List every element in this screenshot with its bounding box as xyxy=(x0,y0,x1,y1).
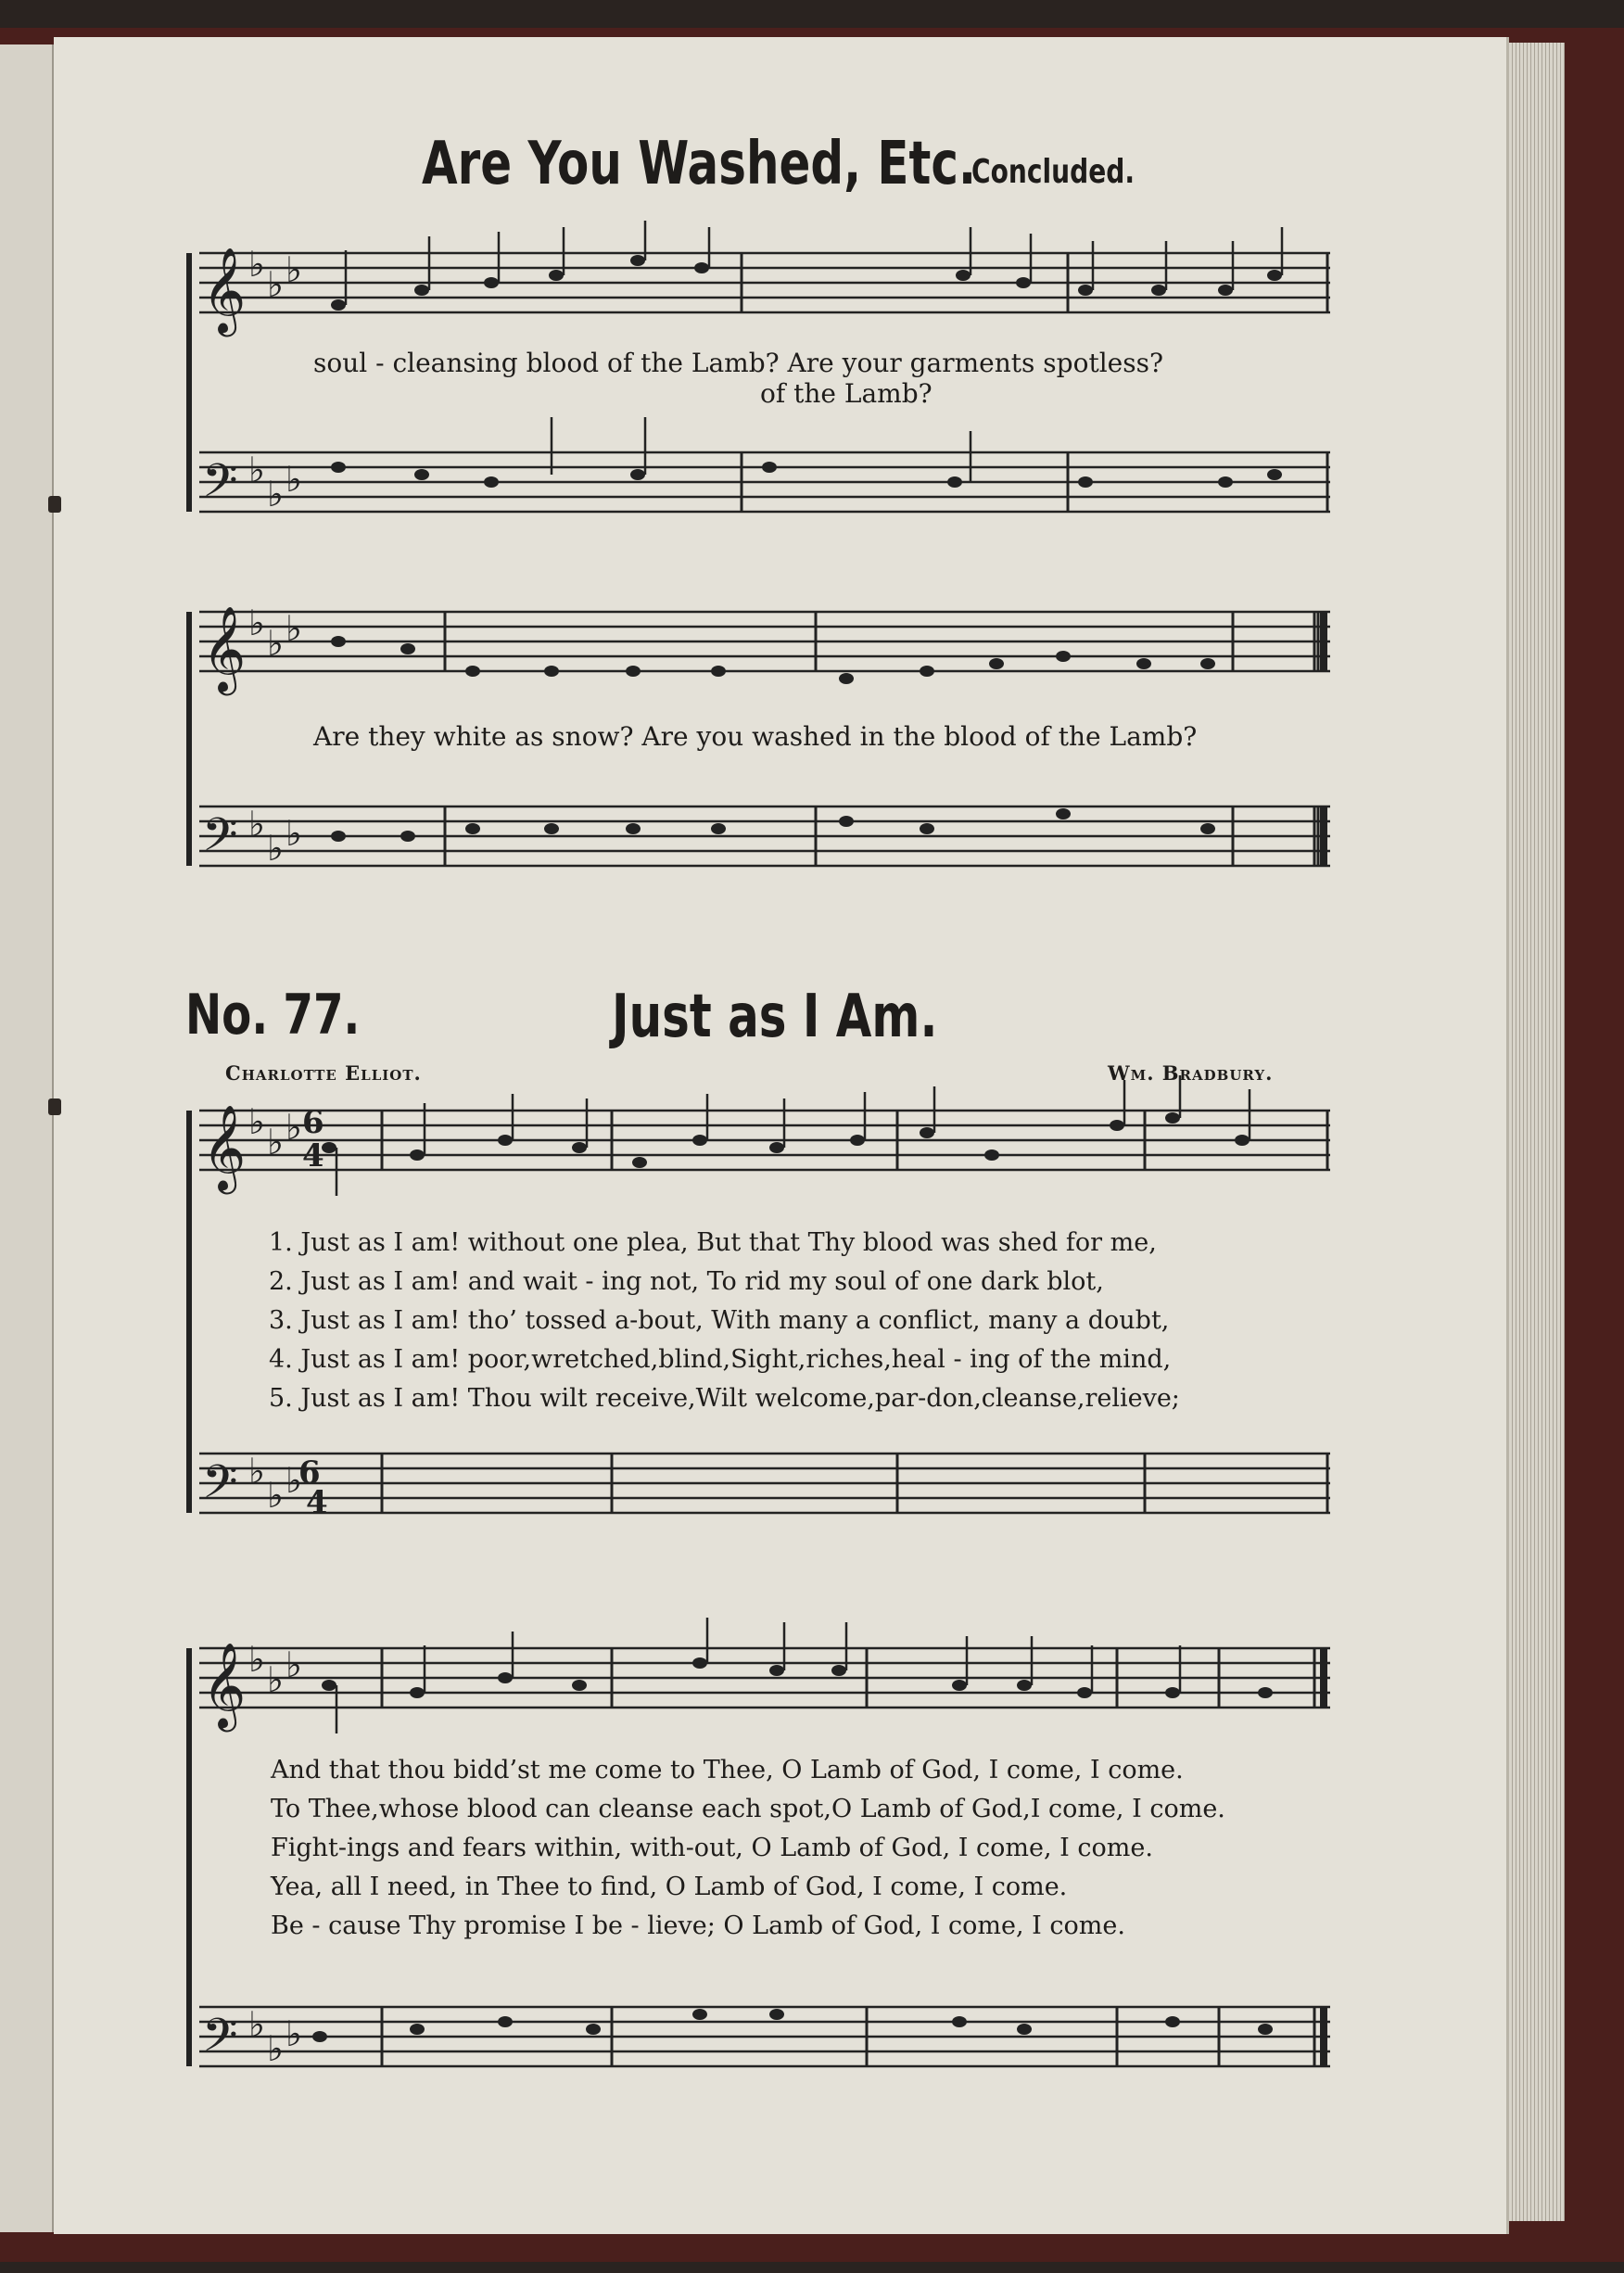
svg-text:𝄢: 𝄢 xyxy=(202,808,238,873)
song-title: Are You Washed, Etc. xyxy=(422,130,976,198)
svg-text:♭: ♭ xyxy=(285,2013,302,2054)
svg-text:♭: ♭ xyxy=(267,623,284,664)
svg-text:♭: ♭ xyxy=(248,2004,265,2045)
svg-text:𝄢: 𝄢 xyxy=(202,2009,238,2074)
svg-text:♭: ♭ xyxy=(285,249,302,290)
svg-text:♭: ♭ xyxy=(285,459,302,500)
hymn-title: Just as I Am. xyxy=(612,983,938,1051)
svg-text:♭: ♭ xyxy=(248,1101,265,1142)
svg-text:4: 4 xyxy=(306,1484,328,1521)
lyric-line-sub: of the Lamb? xyxy=(760,378,933,409)
svg-text:𝄢: 𝄢 xyxy=(202,1455,238,1520)
svg-text:♭: ♭ xyxy=(248,244,265,285)
verse-line-5: 5. Just as I am! Thou wilt receive,Wilt welcome,par-don,cleanse,relieve; xyxy=(269,1384,1180,1413)
concluded-label: Concluded. xyxy=(971,153,1136,191)
svg-text:♭: ♭ xyxy=(248,804,265,844)
lyric-line-9: Yea, all I need, in Thee to find, O Lamb of God, I come, I come. xyxy=(271,1873,1068,1901)
svg-text:♭: ♭ xyxy=(285,1107,302,1148)
svg-text:♭: ♭ xyxy=(267,2028,284,2069)
svg-text:♭: ♭ xyxy=(248,450,265,490)
svg-text:𝄞: 𝄞 xyxy=(202,1642,247,1728)
svg-text:♭: ♭ xyxy=(267,1475,284,1516)
lyric-line-10: Be - cause Thy promise I be - lieve; O Lamb of God, I come, I come. xyxy=(271,1911,1125,1940)
svg-text:𝄢: 𝄢 xyxy=(202,454,238,519)
svg-text:♭: ♭ xyxy=(285,1460,302,1501)
svg-text:♭: ♭ xyxy=(285,813,302,854)
svg-text:♭: ♭ xyxy=(267,1122,284,1162)
svg-text:𝄞: 𝄞 xyxy=(202,1104,247,1190)
lyric-line: soul - cleansing blood of the Lamb? Are your garments spotless? xyxy=(313,348,1163,378)
lyric-line-6: And that thou bidd’st me come to Thee, O Lamb of God, I come, I come. xyxy=(271,1756,1184,1784)
hymn-number: No. 77. xyxy=(185,983,361,1048)
time-signature-bottom: 4 xyxy=(302,1137,324,1175)
svg-text:6: 6 xyxy=(298,1454,321,1492)
composer: Wm. Bradbury. xyxy=(1108,1061,1274,1085)
verse-line-3: 3. Just as I am! tho’ tossed a-bout, With many a conflict, many a doubt, xyxy=(269,1306,1170,1335)
svg-text:♭: ♭ xyxy=(248,1639,265,1680)
verse-line-1: 1. Just as I am! without one plea, But that Thy blood was shed for me, xyxy=(269,1228,1157,1257)
verse-line-4: 4. Just as I am! poor,wretched,blind,Sight,riches,heal - ing of the mind, xyxy=(269,1345,1172,1374)
verse-line-2: 2. Just as I am! and wait - ing not, To rid my soul of one dark blot, xyxy=(269,1267,1104,1296)
svg-text:♭: ♭ xyxy=(267,1659,284,1700)
svg-text:♭: ♭ xyxy=(285,608,302,649)
lyric-line-8: Fight-ings and fears within, with-out, O Lamb of God, I come, I come. xyxy=(271,1834,1153,1862)
svg-text:𝄞: 𝄞 xyxy=(202,605,247,692)
lyric-line: Are they white as snow? Are you washed in the blood of the Lamb? xyxy=(313,721,1198,752)
lyric-line-7: To Thee,whose blood can cleanse each spot,O Lamb of God,I come, I come. xyxy=(271,1795,1225,1823)
svg-text:♭: ♭ xyxy=(267,474,284,514)
svg-text:♭: ♭ xyxy=(285,1644,302,1685)
lyricist: Charlotte Elliot. xyxy=(225,1061,422,1085)
svg-text:𝄞: 𝄞 xyxy=(202,247,247,333)
time-signature-top: 6 xyxy=(302,1104,324,1141)
svg-text:♭: ♭ xyxy=(267,828,284,869)
svg-text:♭: ♭ xyxy=(248,1451,265,1492)
svg-text:♭: ♭ xyxy=(248,603,265,643)
svg-text:♭: ♭ xyxy=(267,264,284,305)
